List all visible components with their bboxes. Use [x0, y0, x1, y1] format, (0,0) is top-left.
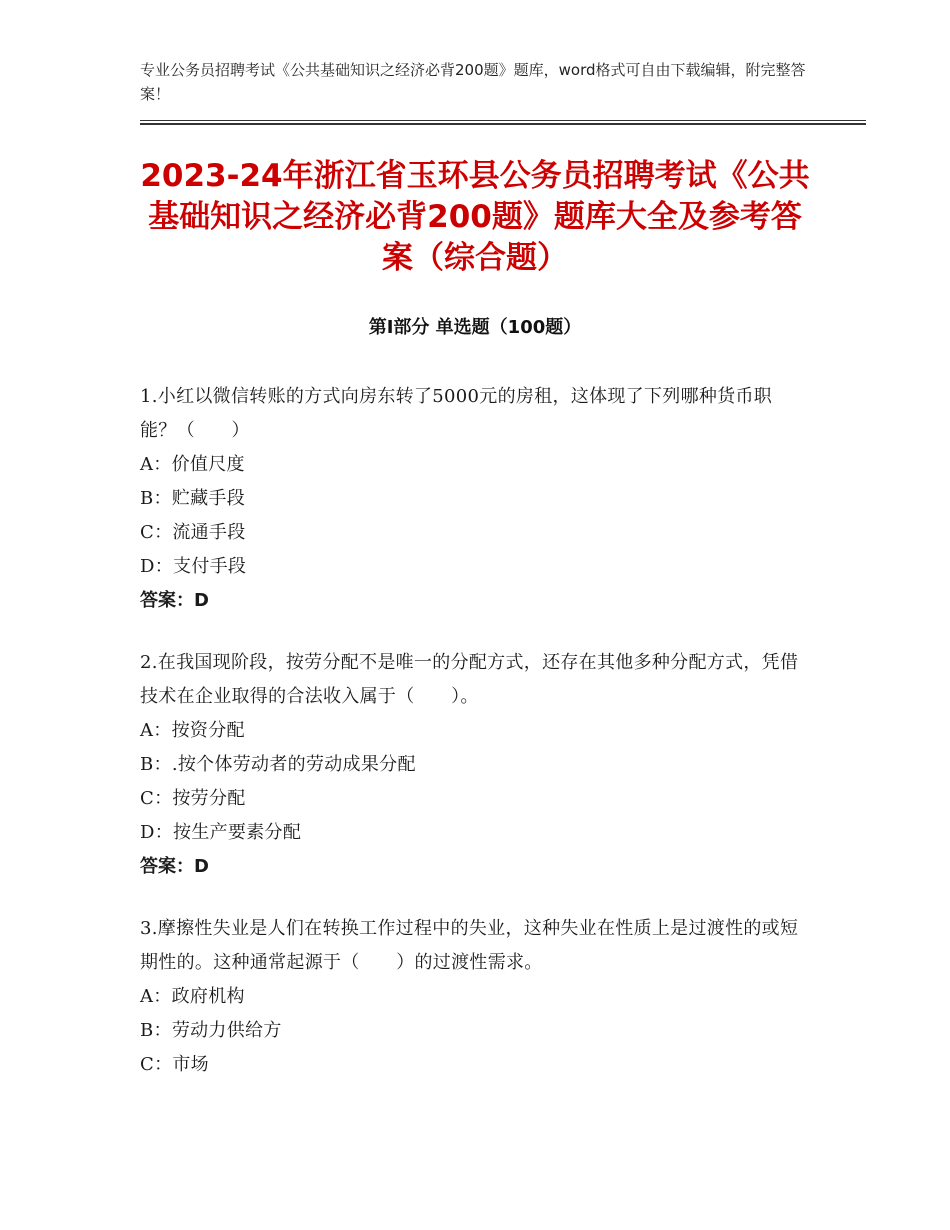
question-3	[140, 912, 805, 1082]
question-text: 1.小红以微信转账的方式向房东转了5000元的房租，这体现了下列哪种货币职能？（ ）	[140, 386, 773, 441]
question-1	[140, 380, 805, 618]
option-b: B：劳动力供给方	[140, 1020, 282, 1041]
header-divider	[140, 120, 866, 125]
section-title: 第Ⅰ部分 单选题（100题）	[368, 317, 582, 338]
option-b: B：.按个体劳动者的劳动成果分配	[140, 754, 416, 775]
option-c: C：按劳分配	[140, 788, 246, 809]
answer-line: 答案：D	[140, 590, 209, 611]
option-a: A：按资分配	[140, 720, 245, 741]
document-title: 2023-24年浙江省玉环县公务员招聘考试《公共基础知识之经济必背200题》题库大全及参考答案（综合题）	[140, 158, 810, 276]
question-2	[140, 646, 805, 884]
question-text: 2.在我国现阶段，按劳分配不是唯一的分配方式，还存在其他多种分配方式，凭借技术在企业取得的合法收入属于（ ）。	[140, 652, 799, 707]
option-d: D：支付手段	[140, 556, 247, 577]
option-d: D：按生产要素分配	[140, 822, 302, 843]
option-c: C：市场	[140, 1054, 209, 1075]
option-b: B：贮藏手段	[140, 488, 246, 509]
option-a: A：价值尺度	[140, 454, 245, 475]
header-note: 专业公务员招聘考试《公共基础知识之经济必背200题》题库，word格式可自由下载编辑，附完整答案！	[140, 61, 806, 103]
question-list	[140, 380, 805, 1110]
question-text: 3.摩擦性失业是人们在转换工作过程中的失业，这种失业在性质上是过渡性的或短期性的。这种通常起源于（ ）的过渡性需求。	[140, 918, 799, 973]
option-a: A：政府机构	[140, 986, 245, 1007]
option-c: C：流通手段	[140, 522, 246, 543]
answer-line: 答案：D	[140, 856, 209, 877]
